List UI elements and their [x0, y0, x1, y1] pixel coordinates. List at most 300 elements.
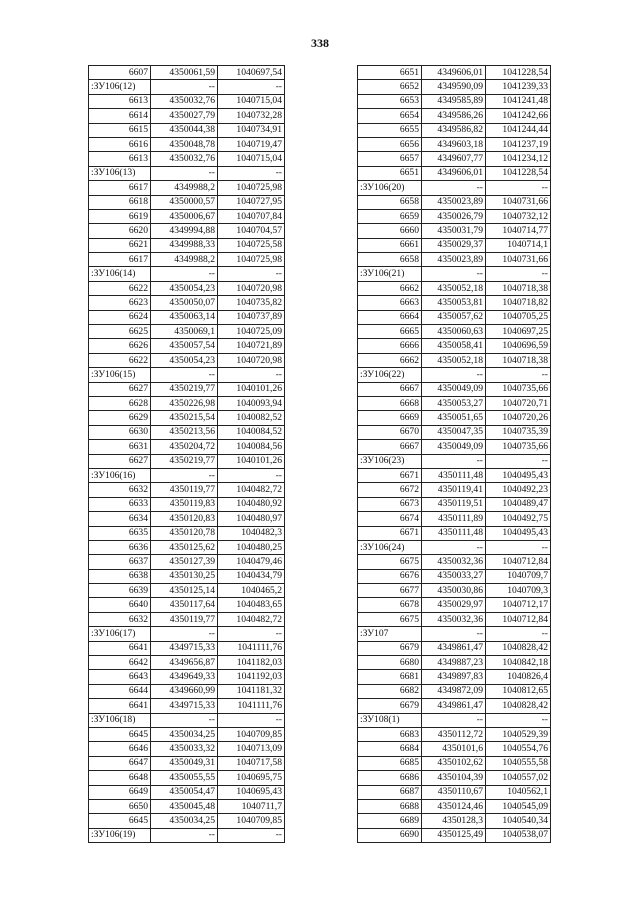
point-number: 6646 [89, 742, 151, 756]
x-coordinate: 4350034,25 [151, 727, 218, 741]
coordinate-row [358, 526, 551, 540]
point-number: 6651 [358, 166, 422, 180]
y-coordinate: 1040492,75 [486, 512, 551, 526]
coordinate-row [89, 440, 285, 454]
y-coordinate: 1040101,26 [218, 382, 285, 396]
y-coordinate: 1040555,58 [486, 756, 551, 770]
x-coordinate: 4350055,55 [151, 771, 218, 785]
x-coordinate: 4350111,48 [422, 468, 486, 482]
x-coordinate: -- [422, 540, 486, 554]
x-coordinate: 4350101,6 [422, 742, 486, 756]
point-number: 6632 [89, 483, 151, 497]
coordinate-row [89, 756, 285, 770]
point-number: 6676 [358, 569, 422, 583]
y-coordinate: 1040480,92 [218, 497, 285, 511]
y-coordinate: 1040697,25 [486, 325, 551, 339]
y-coordinate: 1040482,72 [218, 612, 285, 626]
x-coordinate: 4349586,82 [422, 123, 486, 137]
coordinate-row [89, 123, 285, 137]
coordinate-row [89, 195, 285, 209]
point-number: 6640 [89, 598, 151, 612]
x-coordinate: 4349603,18 [422, 137, 486, 151]
x-coordinate: 4350061,59 [151, 66, 218, 80]
point-number: 6690 [358, 828, 422, 842]
coordinate-row [89, 742, 285, 756]
point-number: 6635 [89, 526, 151, 540]
point-number: 6627 [89, 382, 151, 396]
y-coordinate: 1040704,57 [218, 224, 285, 238]
y-coordinate: 1040731,66 [486, 195, 551, 209]
point-number: 6687 [358, 785, 422, 799]
x-coordinate: 4349988,2 [151, 253, 218, 267]
y-coordinate: 1040695,43 [218, 785, 285, 799]
y-coordinate: 1040084,52 [218, 425, 285, 439]
y-coordinate: 1040735,39 [486, 425, 551, 439]
point-number: 6675 [358, 555, 422, 569]
y-coordinate: -- [218, 828, 285, 842]
coordinate-row [358, 109, 551, 123]
x-coordinate: 4350031,79 [422, 224, 486, 238]
x-coordinate: 4349715,33 [151, 641, 218, 655]
point-number: 6643 [89, 670, 151, 684]
y-coordinate: -- [218, 80, 285, 94]
coordinate-row [358, 756, 551, 770]
y-coordinate: 1040709,85 [218, 727, 285, 741]
coordinate-row [89, 224, 285, 238]
coordinate-row [89, 411, 285, 425]
y-coordinate: 1040714,77 [486, 224, 551, 238]
y-coordinate: -- [218, 627, 285, 641]
y-coordinate: 1040492,23 [486, 483, 551, 497]
coordinate-row [358, 80, 551, 94]
y-coordinate: 1040489,47 [486, 497, 551, 511]
parcel-header-row [358, 454, 551, 468]
x-coordinate: 4350029,37 [422, 238, 486, 252]
point-number: 6644 [89, 684, 151, 698]
x-coordinate: 4349988,2 [151, 181, 218, 195]
y-coordinate: 1040479,46 [218, 555, 285, 569]
x-coordinate: 4350104,39 [422, 771, 486, 785]
parcel-header-row [89, 368, 285, 382]
coordinates-table-right [357, 65, 551, 843]
x-coordinate: 4349988,33 [151, 238, 218, 252]
x-coordinate: -- [422, 181, 486, 195]
x-coordinate: 4350033,32 [151, 742, 218, 756]
coordinate-row [358, 727, 551, 741]
coordinate-row [89, 382, 285, 396]
x-coordinate: 4350030,86 [422, 584, 486, 598]
y-coordinate: 1040529,39 [486, 727, 551, 741]
x-coordinate: 4350052,18 [422, 281, 486, 295]
x-coordinate: 4350120,78 [151, 526, 218, 540]
y-coordinate: -- [486, 267, 551, 281]
point-number: 6652 [358, 80, 422, 94]
y-coordinate: 1040695,75 [218, 771, 285, 785]
y-coordinate: 1040696,59 [486, 339, 551, 353]
point-number: 6648 [89, 771, 151, 785]
parcel-label: :ЗУ106(17) [89, 627, 151, 641]
point-number: 6654 [358, 109, 422, 123]
point-number: 6647 [89, 756, 151, 770]
y-coordinate: -- [218, 267, 285, 281]
coordinate-row [89, 612, 285, 626]
point-number: 6668 [358, 396, 422, 410]
y-coordinate: 1040495,43 [486, 468, 551, 482]
x-coordinate: 4349606,01 [422, 66, 486, 80]
page-number: 338 [311, 36, 329, 50]
coordinate-row [89, 656, 285, 670]
y-coordinate: 1041242,66 [486, 109, 551, 123]
x-coordinate: 4350112,72 [422, 727, 486, 741]
parcel-header-row [358, 368, 551, 382]
coordinate-row [358, 771, 551, 785]
y-coordinate: 1040732,28 [218, 109, 285, 123]
x-coordinate: -- [422, 454, 486, 468]
x-coordinate: 4350053,81 [422, 296, 486, 310]
coordinate-row [89, 94, 285, 108]
point-number: 6689 [358, 814, 422, 828]
point-number: 6650 [89, 799, 151, 813]
y-coordinate: 1040719,47 [218, 137, 285, 151]
point-number: 6688 [358, 799, 422, 813]
parcel-label: :ЗУ106(21) [358, 267, 422, 281]
point-number: 6678 [358, 598, 422, 612]
coordinate-row [89, 540, 285, 554]
y-coordinate: 1040717,58 [218, 756, 285, 770]
coordinate-row [89, 209, 285, 223]
x-coordinate: 4349606,01 [422, 166, 486, 180]
y-coordinate: 1040538,07 [486, 828, 551, 842]
point-number: 6662 [358, 281, 422, 295]
coordinate-row [358, 382, 551, 396]
x-coordinate: 4350049,09 [422, 440, 486, 454]
point-number: 6630 [89, 425, 151, 439]
coordinate-row [358, 224, 551, 238]
coordinate-row [358, 612, 551, 626]
point-number: 6645 [89, 814, 151, 828]
x-coordinate: 4349590,09 [422, 80, 486, 94]
coordinate-row [358, 828, 551, 842]
x-coordinate: 4350000,57 [151, 195, 218, 209]
y-coordinate: -- [486, 540, 551, 554]
coordinates-table-left [88, 65, 285, 843]
coordinate-row [89, 785, 285, 799]
point-number: 6664 [358, 310, 422, 324]
x-coordinate: 4350048,78 [151, 137, 218, 151]
coordinate-row [358, 353, 551, 367]
y-coordinate: -- [218, 713, 285, 727]
x-coordinate: 4350032,36 [422, 555, 486, 569]
point-number: 6681 [358, 670, 422, 684]
coordinate-row [358, 742, 551, 756]
point-number: 6667 [358, 382, 422, 396]
y-coordinate: 1040718,38 [486, 281, 551, 295]
coordinate-row [89, 684, 285, 698]
x-coordinate: 4349872,09 [422, 684, 486, 698]
y-coordinate: 1040082,52 [218, 411, 285, 425]
x-coordinate: 4350006,67 [151, 209, 218, 223]
x-coordinate: -- [151, 828, 218, 842]
coordinate-row [89, 526, 285, 540]
y-coordinate: 1040707,84 [218, 209, 285, 223]
y-coordinate: 1040731,66 [486, 253, 551, 267]
y-coordinate: 1040720,71 [486, 396, 551, 410]
point-number: 6615 [89, 123, 151, 137]
coordinate-row [89, 425, 285, 439]
parcel-label: :ЗУ106(13) [89, 166, 151, 180]
y-coordinate: -- [218, 368, 285, 382]
point-number: 6628 [89, 396, 151, 410]
coordinate-row [358, 497, 551, 511]
coordinate-row [358, 569, 551, 583]
coordinate-row [358, 440, 551, 454]
point-number: 6627 [89, 454, 151, 468]
point-number: 6670 [358, 425, 422, 439]
point-number: 6671 [358, 468, 422, 482]
point-number: 6641 [89, 699, 151, 713]
point-number: 6614 [89, 109, 151, 123]
point-number: 6622 [89, 353, 151, 367]
coordinate-row [358, 598, 551, 612]
y-coordinate: 1040718,38 [486, 353, 551, 367]
point-number: 6623 [89, 296, 151, 310]
point-number: 6656 [358, 137, 422, 151]
x-coordinate: 4350215,54 [151, 411, 218, 425]
point-number: 6659 [358, 209, 422, 223]
y-coordinate: 1040697,54 [218, 66, 285, 80]
x-coordinate: 4350057,54 [151, 339, 218, 353]
x-coordinate: 4350023,89 [422, 253, 486, 267]
x-coordinate: 4349861,47 [422, 699, 486, 713]
y-coordinate: 1040735,66 [486, 382, 551, 396]
y-coordinate: 1040483,65 [218, 598, 285, 612]
coordinate-row [89, 310, 285, 324]
point-number: 6680 [358, 656, 422, 670]
coordinate-row [89, 253, 285, 267]
x-coordinate: 4350032,36 [422, 612, 486, 626]
x-coordinate: 4350032,76 [151, 94, 218, 108]
point-number: 6617 [89, 253, 151, 267]
y-coordinate: 1040434,79 [218, 569, 285, 583]
x-coordinate: 4349715,33 [151, 699, 218, 713]
x-coordinate: 4350026,79 [422, 209, 486, 223]
coordinate-row [358, 310, 551, 324]
y-coordinate: 1041234,12 [486, 152, 551, 166]
y-coordinate: 1040842,18 [486, 656, 551, 670]
y-coordinate: 1040709,85 [218, 814, 285, 828]
y-coordinate: 1040101,26 [218, 454, 285, 468]
coordinate-row [89, 569, 285, 583]
coordinate-row [358, 512, 551, 526]
x-coordinate: 4350054,47 [151, 785, 218, 799]
x-coordinate: -- [151, 166, 218, 180]
y-coordinate: 1040711,7 [218, 799, 285, 813]
coordinate-row [358, 166, 551, 180]
point-number: 6672 [358, 483, 422, 497]
point-number: 6685 [358, 756, 422, 770]
point-number: 6649 [89, 785, 151, 799]
x-coordinate: 4350044,38 [151, 123, 218, 137]
y-coordinate: 1040720,98 [218, 281, 285, 295]
point-number: 6636 [89, 540, 151, 554]
point-number: 6660 [358, 224, 422, 238]
y-coordinate: 1040084,56 [218, 440, 285, 454]
coordinate-row [89, 66, 285, 80]
coordinate-row [89, 699, 285, 713]
x-coordinate: 4350060,63 [422, 325, 486, 339]
y-coordinate: 1041228,54 [486, 166, 551, 180]
x-coordinate: 4350130,25 [151, 569, 218, 583]
x-coordinate: -- [422, 267, 486, 281]
coordinate-row [89, 109, 285, 123]
point-number: 6616 [89, 137, 151, 151]
y-coordinate: 1040480,25 [218, 540, 285, 554]
x-coordinate: 4349656,87 [151, 656, 218, 670]
parcel-label: :ЗУ106(12) [89, 80, 151, 94]
y-coordinate: 1040734,91 [218, 123, 285, 137]
coordinate-row [89, 483, 285, 497]
x-coordinate: 4349897,83 [422, 670, 486, 684]
x-coordinate: 4350063,14 [151, 310, 218, 324]
y-coordinate: 1041192,03 [218, 670, 285, 684]
y-coordinate: 1040540,34 [486, 814, 551, 828]
parcel-label: :ЗУ106(15) [89, 368, 151, 382]
point-number: 6626 [89, 339, 151, 353]
point-number: 6633 [89, 497, 151, 511]
point-number: 6625 [89, 325, 151, 339]
y-coordinate: 1040712,84 [486, 555, 551, 569]
point-number: 6655 [358, 123, 422, 137]
coordinate-row [89, 396, 285, 410]
y-coordinate: 1041111,76 [218, 699, 285, 713]
coordinate-row [358, 684, 551, 698]
coordinate-row [89, 727, 285, 741]
coordinate-row [358, 195, 551, 209]
point-number: 6634 [89, 512, 151, 526]
y-coordinate: 1040093,94 [218, 396, 285, 410]
y-coordinate: 1040495,43 [486, 526, 551, 540]
x-coordinate: 4350033,27 [422, 569, 486, 583]
coordinate-row [358, 152, 551, 166]
coordinate-row [89, 641, 285, 655]
y-coordinate: 1040725,58 [218, 238, 285, 252]
parcel-label: :ЗУ107 [358, 627, 422, 641]
x-coordinate: 4349607,77 [422, 152, 486, 166]
coordinate-row [89, 238, 285, 252]
coordinate-row [89, 670, 285, 684]
y-coordinate: 1040712,17 [486, 598, 551, 612]
coordinate-row [358, 656, 551, 670]
x-coordinate: 4350119,51 [422, 497, 486, 511]
coordinate-row [358, 123, 551, 137]
point-number: 6675 [358, 612, 422, 626]
x-coordinate: 4350119,77 [151, 483, 218, 497]
coordinate-row [89, 296, 285, 310]
coordinate-row [358, 483, 551, 497]
x-coordinate: 4350111,89 [422, 512, 486, 526]
y-coordinate: 1040718,82 [486, 296, 551, 310]
coordinate-row [89, 325, 285, 339]
coordinate-row [89, 152, 285, 166]
y-coordinate: 1040714,1 [486, 238, 551, 252]
point-number: 6638 [89, 569, 151, 583]
point-number: 6618 [89, 195, 151, 209]
coordinate-row [89, 137, 285, 151]
x-coordinate: 4350111,48 [422, 526, 486, 540]
parcel-header-row [358, 627, 551, 641]
x-coordinate: 4350226,98 [151, 396, 218, 410]
x-coordinate: 4350049,09 [422, 382, 486, 396]
point-number: 6686 [358, 771, 422, 785]
x-coordinate: 4349861,47 [422, 641, 486, 655]
point-number: 6607 [89, 66, 151, 80]
point-number: 6613 [89, 94, 151, 108]
y-coordinate: 1040828,42 [486, 641, 551, 655]
coordinate-row [358, 209, 551, 223]
point-number: 6637 [89, 555, 151, 569]
y-coordinate: 1040465,2 [218, 584, 285, 598]
y-coordinate: 1040712,84 [486, 612, 551, 626]
coordinate-row [89, 814, 285, 828]
coordinate-row [89, 555, 285, 569]
x-coordinate: 4350058,41 [422, 339, 486, 353]
coordinate-row [89, 584, 285, 598]
coordinate-row [358, 325, 551, 339]
x-coordinate: 4350117,64 [151, 598, 218, 612]
point-number: 6679 [358, 699, 422, 713]
x-coordinate: 4350053,27 [422, 396, 486, 410]
point-number: 6684 [358, 742, 422, 756]
point-number: 6651 [358, 66, 422, 80]
y-coordinate: 1040826,4 [486, 670, 551, 684]
point-number: 6666 [358, 339, 422, 353]
y-coordinate: 1040727,95 [218, 195, 285, 209]
coordinate-row [89, 339, 285, 353]
y-coordinate: 1040705,25 [486, 310, 551, 324]
y-coordinate: 1040557,02 [486, 771, 551, 785]
coordinate-row [89, 353, 285, 367]
y-coordinate: 1040725,09 [218, 325, 285, 339]
parcel-header-row [358, 713, 551, 727]
y-coordinate: 1040482,72 [218, 483, 285, 497]
point-number: 6674 [358, 512, 422, 526]
point-number: 6620 [89, 224, 151, 238]
coordinate-row [358, 396, 551, 410]
x-coordinate: 4350032,76 [151, 152, 218, 166]
y-coordinate: 1040725,98 [218, 181, 285, 195]
y-coordinate: 1041239,33 [486, 80, 551, 94]
parcel-label: :ЗУ106(16) [89, 468, 151, 482]
point-number: 6657 [358, 152, 422, 166]
y-coordinate: 1041228,54 [486, 66, 551, 80]
x-coordinate: 4350047,35 [422, 425, 486, 439]
parcel-header-row [89, 80, 285, 94]
x-coordinate: -- [151, 468, 218, 482]
x-coordinate: 4350051,65 [422, 411, 486, 425]
y-coordinate: 1040562,1 [486, 785, 551, 799]
x-coordinate: 4350119,83 [151, 497, 218, 511]
x-coordinate: 4350128,3 [422, 814, 486, 828]
y-coordinate: -- [218, 468, 285, 482]
parcel-header-row [89, 627, 285, 641]
x-coordinate: 4349660,99 [151, 684, 218, 698]
x-coordinate: 4350124,46 [422, 799, 486, 813]
point-number: 6679 [358, 641, 422, 655]
point-number: 6619 [89, 209, 151, 223]
y-coordinate: 1040480,97 [218, 512, 285, 526]
y-coordinate: 1040812,65 [486, 684, 551, 698]
parcel-label: :ЗУ106(22) [358, 368, 422, 382]
